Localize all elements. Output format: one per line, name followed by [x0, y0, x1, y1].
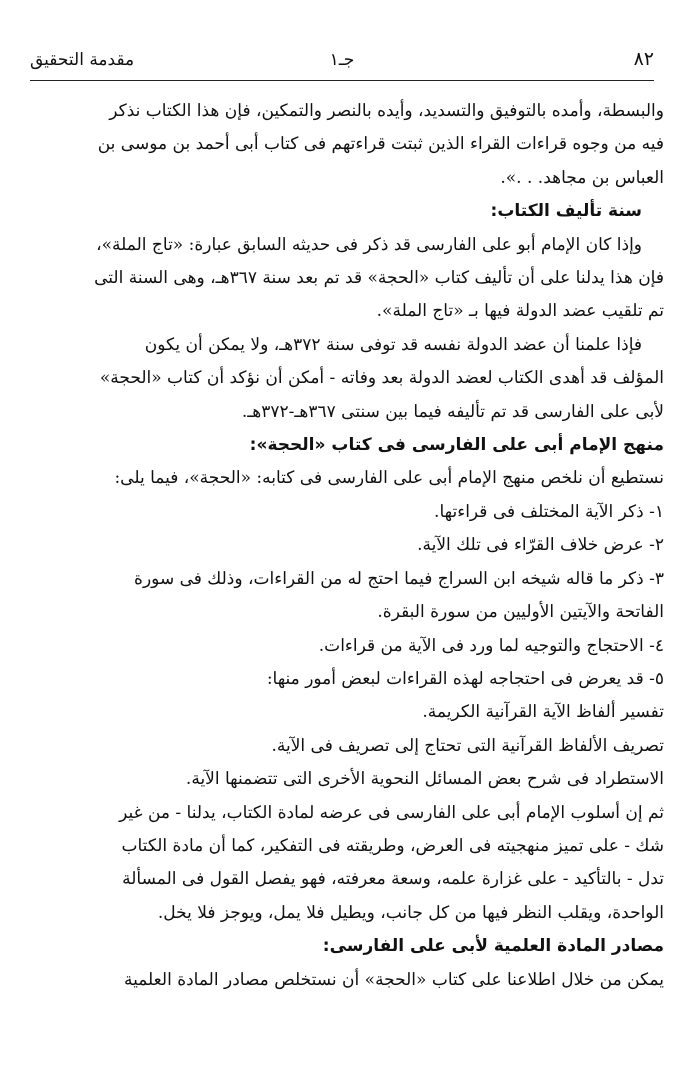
text-line: فإذا علمنا أن عضد الدولة نفسه قد توفى سنة ٣٧٢هـ، ولا يمكن أن يكون	[144, 334, 642, 355]
list-item: ٤- الاحتجاج والتوجيه لما ورد فى الآية من قراءات.	[318, 635, 664, 656]
section-title: مقدمة التحقيق	[30, 50, 135, 70]
volume-number: جـ١	[329, 50, 355, 70]
text-line: العباس بن مجاهد. . .».	[500, 167, 664, 188]
text-line: لأبى على الفارسى قد تم تأليفه فيما بين سنتى ٣٦٧هـ-٣٧٢هـ.	[241, 401, 664, 422]
text-line: ثم إن أسلوب الإمام أبى على الفارسى فى عرضه لمادة الكتاب، يدلنا - من غير	[119, 802, 664, 823]
sub-item: تصريف الألفاظ القرآنية التى تحتاج إلى تصريف فى الآية.	[271, 735, 664, 756]
text-line: المؤلف قد أهدى الكتاب لعضد الدولة بعد وفاته - أمكن أن نؤكد أن كتاب «الحجة»	[99, 368, 664, 389]
section-heading: سنة تأليف الكتاب:	[490, 201, 642, 222]
running-head	[30, 46, 654, 76]
page-number: ٨٢	[633, 48, 654, 70]
section-heading: منهج الإمام أبى على الفارسى فى كتاب «الحجة»:	[249, 435, 664, 456]
list-item: ١- ذكر الآية المختلف فى قراءتها.	[434, 501, 664, 522]
text-line: فيه من وجوه قراءات القراء الذين ثبتت قراءتهم فى كتاب أبى أحمد بن موسى بن	[97, 134, 664, 155]
list-item: ٥- قد يعرض فى احتجاجه لهذه القراءات لبعض أمور منها:	[266, 668, 664, 689]
text-line: الفاتحة والآيتين الأوليين من سورة البقرة.	[377, 602, 664, 623]
text-line: الواحدة، ويقلب النظر فيها من كل جانب، ويطيل فلا يمل، ويوجز فلا يخل.	[157, 902, 664, 923]
text-line: تدل - بالتأكيد - على غزارة علمه، وسعة معرفته، فهو يفصل القول فى المسألة	[122, 869, 664, 890]
text-line: فإن هذا يدلنا على أن تأليف كتاب «الحجة» قد تم بعد سنة ٣٦٧هـ، وهى السنة التى	[94, 268, 664, 289]
list-item: ٢- عرض خلاف القرّاء فى تلك الآية.	[417, 535, 664, 556]
text-line: يمكن من خلال اطلاعنا على كتاب «الحجة» أن نستخلص مصادر المادة العلمية	[123, 969, 664, 990]
text-line: والبسطة، وأمده بالتوفيق والتسديد، وأيده بالنصر والتمكين، فإن هذا الكتاب نذكر	[109, 101, 664, 121]
list-item: ٣- ذكر ما قاله شيخه ابن السراج فيما احتج له من القراءات، وذلك فى سورة	[134, 568, 664, 589]
text-line: تم تلقيب عضد الدولة فيها بـ «تاج الملة».	[376, 301, 664, 322]
text-line: وإذا كان الإمام أبو على الفارسى قد ذكر فى حديثه السابق عبارة: «تاج الملة»،	[96, 234, 642, 255]
text-line: شك - على تميز منهجيته فى العرض، وطريقته فى التفكير، كما أن مادة الكتاب	[121, 835, 664, 856]
sub-item: تفسير ألفاظ الآية القرآنية الكريمة.	[422, 702, 664, 723]
section-heading: مصادر المادة العلمية لأبى على الفارسى:	[322, 936, 664, 957]
main-text	[28, 95, 664, 997]
text-line: نستطيع أن نلخص منهج الإمام أبى على الفارسى فى كتابه: «الحجة»، فيما يلى:	[114, 468, 664, 489]
sub-item: الاستطراد فى شرح بعض المسائل النحوية الأخرى التى تتضمنها الآية.	[185, 769, 664, 790]
header-rule	[30, 80, 654, 81]
